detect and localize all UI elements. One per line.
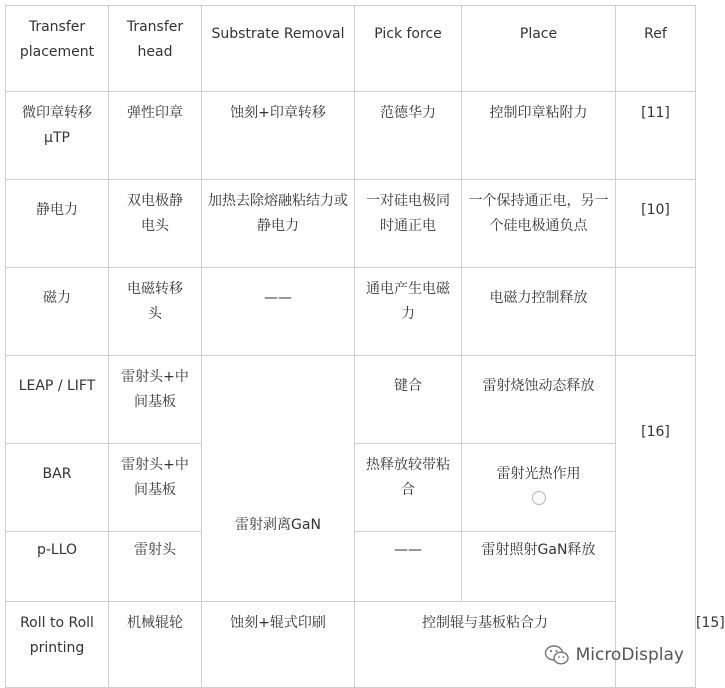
cell-head: 双电极静电头 bbox=[109, 180, 202, 268]
watermark-text: MicroDisplay bbox=[575, 645, 684, 665]
cell-pick: 通电产生电磁力 bbox=[355, 268, 462, 356]
cell-head: 雷射头 bbox=[109, 532, 202, 602]
cell-ref-merged: [16] bbox=[616, 356, 696, 688]
cell-removal: 蚀刻+印章转移 bbox=[202, 92, 355, 180]
radio-circle-icon bbox=[532, 491, 546, 505]
cell-head: 电磁转移头 bbox=[109, 268, 202, 356]
header-transfer-head: Transfer head bbox=[109, 6, 202, 92]
table-row: Roll to Roll printing 机械辊轮 蚀刻+辊式印刷 控制辊与基板粘合力 [15] bbox=[6, 602, 696, 688]
cell-ref: [11] bbox=[616, 92, 696, 180]
cell-place: 电磁力控制释放 bbox=[462, 268, 616, 356]
cell-place: 雷射烧蚀动态释放 bbox=[462, 356, 616, 444]
cell-pick: 范德华力 bbox=[355, 92, 462, 180]
cell-pick-place-merged: 控制辊与基板粘合力 bbox=[355, 602, 616, 688]
cell-head: 机械辊轮 bbox=[109, 602, 202, 688]
cell-head: 弹性印章 bbox=[109, 92, 202, 180]
cell-placement: 微印章转移μTP bbox=[6, 92, 109, 180]
cell-pick: 一对硅电极同时通正电 bbox=[355, 180, 462, 268]
watermark bbox=[544, 644, 684, 666]
cell-placement: Roll to Roll printing bbox=[6, 602, 109, 688]
cell-ref bbox=[616, 268, 696, 356]
cell-head: 雷射头+中间基板 bbox=[109, 356, 202, 444]
table-row bbox=[6, 356, 696, 444]
cell-pick: 热释放较带粘合 bbox=[355, 444, 462, 532]
cell-place: 一个保持通正电，另一个硅电极通负点 bbox=[462, 180, 616, 268]
header-ref: Ref bbox=[616, 6, 696, 92]
cell-placement: LEAP / LIFT bbox=[6, 356, 109, 444]
cell-removal: —— bbox=[202, 268, 355, 356]
cell-place: 雷射照射GaN释放 bbox=[462, 532, 616, 602]
cell-placement: 静电力 bbox=[6, 180, 109, 268]
transfer-comparison-table bbox=[5, 5, 725, 688]
table-row bbox=[6, 92, 696, 180]
table-header-row bbox=[6, 6, 696, 92]
cell-pick: —— bbox=[355, 532, 462, 602]
table-row bbox=[6, 268, 696, 356]
header-substrate-removal: Substrate Removal bbox=[202, 6, 355, 92]
cell-placement: p-LLO bbox=[6, 532, 109, 602]
cell-place: 雷射光热作用 bbox=[462, 444, 616, 532]
table-row bbox=[6, 180, 696, 268]
cell-removal: 加热去除熔融粘结力或静电力 bbox=[202, 180, 355, 268]
cell-placement: 磁力 bbox=[6, 268, 109, 356]
cell-head: 雷射头+中间基板 bbox=[109, 444, 202, 532]
header-place: Place bbox=[462, 6, 616, 92]
wechat-icon bbox=[544, 644, 570, 666]
cell-ref: [10] bbox=[616, 180, 696, 268]
cell-placement: BAR bbox=[6, 444, 109, 532]
header-pick-force: Pick force bbox=[355, 6, 462, 92]
cell-removal: 蚀刻+辊式印刷 bbox=[202, 602, 355, 688]
cell-place: 控制印章粘附力 bbox=[462, 92, 616, 180]
cell-removal-merged: 雷射剥离GaN bbox=[202, 356, 355, 602]
cell-pick: 键合 bbox=[355, 356, 462, 444]
header-transfer-placement: Transfer placement bbox=[6, 6, 109, 92]
